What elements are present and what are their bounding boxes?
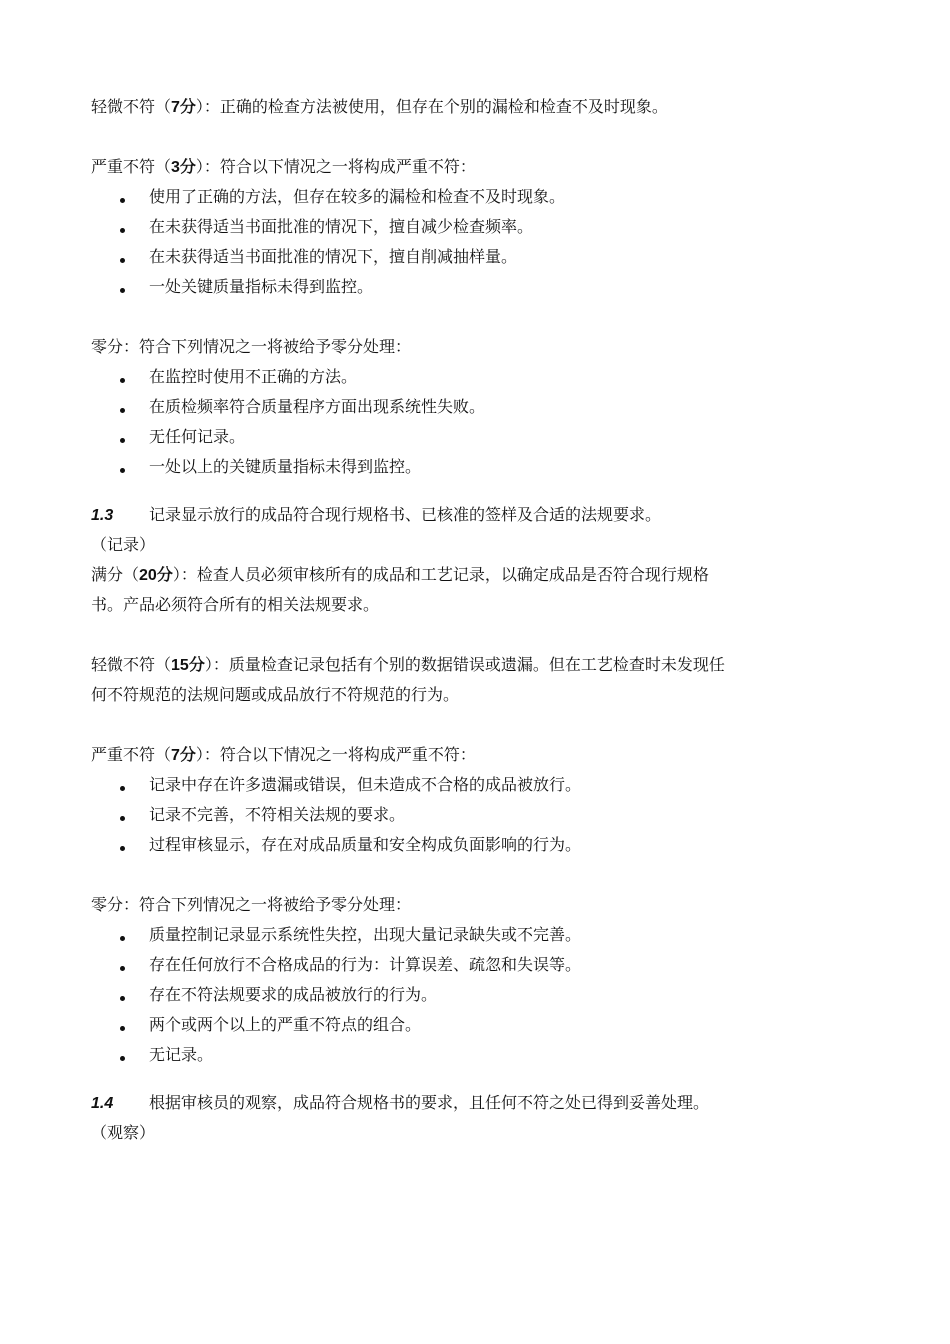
minor-nonconformity-line: 轻微不符（7分）：正确的检查方法被使用，但存在个别的漏检和检查不及时现象。 <box>91 97 668 116</box>
bullet-icon <box>120 936 125 941</box>
section-number: 1.3 <box>91 507 114 524</box>
list-item: 使用了正确的方法，但存在较多的漏检和检查不及时现象。 <box>91 182 871 212</box>
section-title: 记录显示放行的成品符合现行规格书、已核准的签样及合适的法规要求。 <box>149 505 662 524</box>
bullet-icon <box>120 438 125 443</box>
bullet-icon <box>120 468 125 473</box>
bullet-icon <box>120 816 125 821</box>
zero-score-line: 零分：符合下列情况之一将被给予零分处理： <box>91 895 412 914</box>
zero-score-line: 零分：符合下列情况之一将被给予零分处理： <box>91 337 412 356</box>
full-score-line: 满分（20分）：检查人员必须审核所有的成品和工艺记录，以确定成品是否符合现行规格 <box>91 565 709 584</box>
bullet-icon <box>120 378 125 383</box>
list-item: 一处以上的关键质量指标未得到监控。 <box>91 452 871 482</box>
list-item: 质量控制记录显示系统性失控，出现大量记录缺失或不完善。 <box>91 920 871 950</box>
bullet-icon <box>120 198 125 203</box>
serious-nonconformity-line: 严重不符（3分）：符合以下情况之一将构成严重不符： <box>91 157 476 176</box>
bullet-icon <box>120 1026 125 1031</box>
minor-score: 15分 <box>171 657 205 674</box>
section-tag: （记录） <box>91 535 156 554</box>
serious-score: 7分 <box>171 747 196 764</box>
minor-nonconformity-line: 轻微不符（15分）：质量检查记录包括有个别的数据错误或遗漏。但在工艺检查时未发现任 <box>91 655 725 674</box>
bullet-icon <box>120 846 125 851</box>
list-item: 无任何记录。 <box>91 422 871 452</box>
list-item: 在未获得适当书面批准的情况下，擅自削减抽样量。 <box>91 242 871 272</box>
serious-list <box>91 182 871 302</box>
section-tag: （观察） <box>91 1123 156 1142</box>
section-heading <box>91 1088 871 1118</box>
serious-list <box>91 770 871 860</box>
section-heading <box>91 500 871 530</box>
bullet-icon <box>120 288 125 293</box>
bullet-icon <box>120 996 125 1001</box>
bullet-icon <box>120 228 125 233</box>
bullet-icon <box>120 408 125 413</box>
serious-nonconformity-line: 严重不符（7分）：符合以下情况之一将构成严重不符： <box>91 745 476 764</box>
zero-list <box>91 920 871 1070</box>
list-item: 在监控时使用不正确的方法。 <box>91 362 871 392</box>
section-title: 根据审核员的观察，成品符合规格书的要求，且任何不符之处已得到妥善处理。 <box>149 1093 710 1112</box>
bullet-icon <box>120 258 125 263</box>
list-item: 存在任何放行不合格成品的行为：计算误差、疏忽和失误等。 <box>91 950 871 980</box>
minor-nonconformity-line-2: 何不符规范的法规问题或成品放行不符规范的行为。 <box>91 685 460 704</box>
bullet-icon <box>120 966 125 971</box>
bullet-icon <box>120 1056 125 1061</box>
full-score-line-2: 书。产品必须符合所有的相关法规要求。 <box>91 595 380 614</box>
minor-score: 7分 <box>171 99 196 116</box>
list-item: 存在不符法规要求的成品被放行的行为。 <box>91 980 871 1010</box>
serious-score: 3分 <box>171 159 196 176</box>
list-item: 两个或两个以上的严重不符点的组合。 <box>91 1010 871 1040</box>
document-page <box>91 92 871 1148</box>
list-item: 在未获得适当书面批准的情况下，擅自减少检查频率。 <box>91 212 871 242</box>
list-item: 在质检频率符合质量程序方面出现系统性失败。 <box>91 392 871 422</box>
list-item: 记录不完善，不符相关法规的要求。 <box>91 800 871 830</box>
list-item: 记录中存在许多遗漏或错误，但未造成不合格的成品被放行。 <box>91 770 871 800</box>
zero-list <box>91 362 871 482</box>
full-score: 20分 <box>139 567 173 584</box>
list-item: 一处关键质量指标未得到监控。 <box>91 272 871 302</box>
bullet-icon <box>120 786 125 791</box>
list-item: 无记录。 <box>91 1040 871 1070</box>
section-number: 1.4 <box>91 1095 114 1112</box>
list-item: 过程审核显示，存在对成品质量和安全构成负面影响的行为。 <box>91 830 871 860</box>
